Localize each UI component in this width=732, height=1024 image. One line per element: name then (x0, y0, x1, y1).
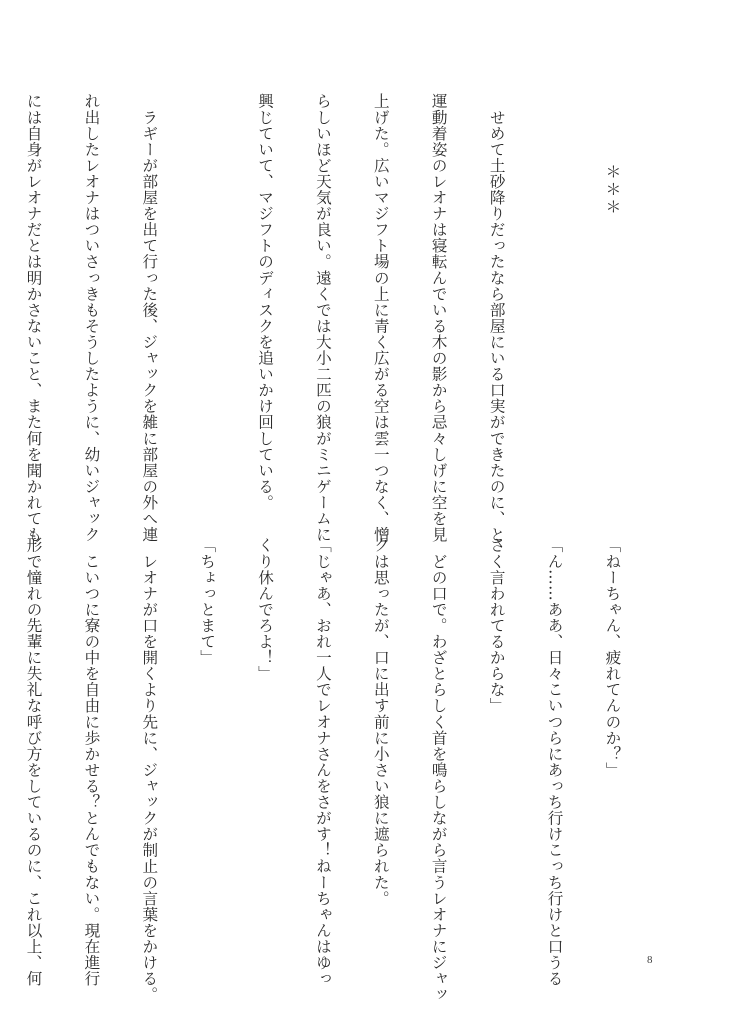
dialogue-line: くり休んでろよ！」 (256, 537, 275, 682)
text-block-lower (0, 537, 660, 1003)
text-line: ラギーが部屋を出て行った後、ジャックを雑に部屋の外へ連 (140, 93, 159, 543)
dialogue-line: さく言われてるからな」 (487, 537, 506, 714)
text-line: 上げた。広いマジフト場の上に青く広がる空は雲一つなく、憎 (371, 93, 390, 543)
text-line: レオナが口を開くより先に、ジャックが制止の言葉をかける。 (140, 537, 159, 1003)
text-line: クは思ったが、口に出す前に小さい狼に遮られた。 (371, 537, 390, 907)
dialogue-line: 「ねーちゃん、疲れてんのか？」 (603, 537, 622, 778)
text-block-upper (0, 93, 660, 543)
text-line: 形で憧れの先輩に失礼な呼び方をしているのに、これ以上、何 (24, 537, 43, 987)
dialogue-line: 「ん……ああ、日々こいつらにあっち行けこっち行けと口うる (545, 537, 564, 987)
text-line: どの口で。わざとらしく首を鳴らしながら言うレオナにジャッ (429, 537, 448, 1003)
text-line: には自身がレオナだとは明かさないこと、また何を聞かれても (24, 93, 43, 543)
blank-line (544, 93, 563, 483)
text-line: せめて土砂降りだったなら部屋にいる口実ができたのに、と (487, 93, 506, 543)
text-line: 運動着姿のレオナは寝転んでいる木の影から忌々しげに空を見 (429, 93, 448, 543)
scene-break-asterisks: ＊＊＊ (603, 93, 622, 217)
page-number: 8 (647, 954, 653, 966)
text-line: こいつに寮の中を自由に歩かせる？とんでもない。現在進行 (82, 537, 101, 987)
dialogue-line: 「じゃあ、おれ一人でレオナさんをさがす！ねーちゃんはゆっ (313, 537, 332, 987)
text-line: らしいほど天気が良い。遠くでは大小二匹の狼がミニゲームに (313, 93, 332, 543)
text-line: れ出したレオナはついさっきもそうしたように、幼いジャック (82, 93, 101, 543)
blank-line (197, 93, 216, 483)
dialogue-line: 「ちょっとまて」 (198, 537, 217, 666)
text-line: 興じていて、マジフトのディスクを追いかけ回している。 (256, 93, 275, 511)
